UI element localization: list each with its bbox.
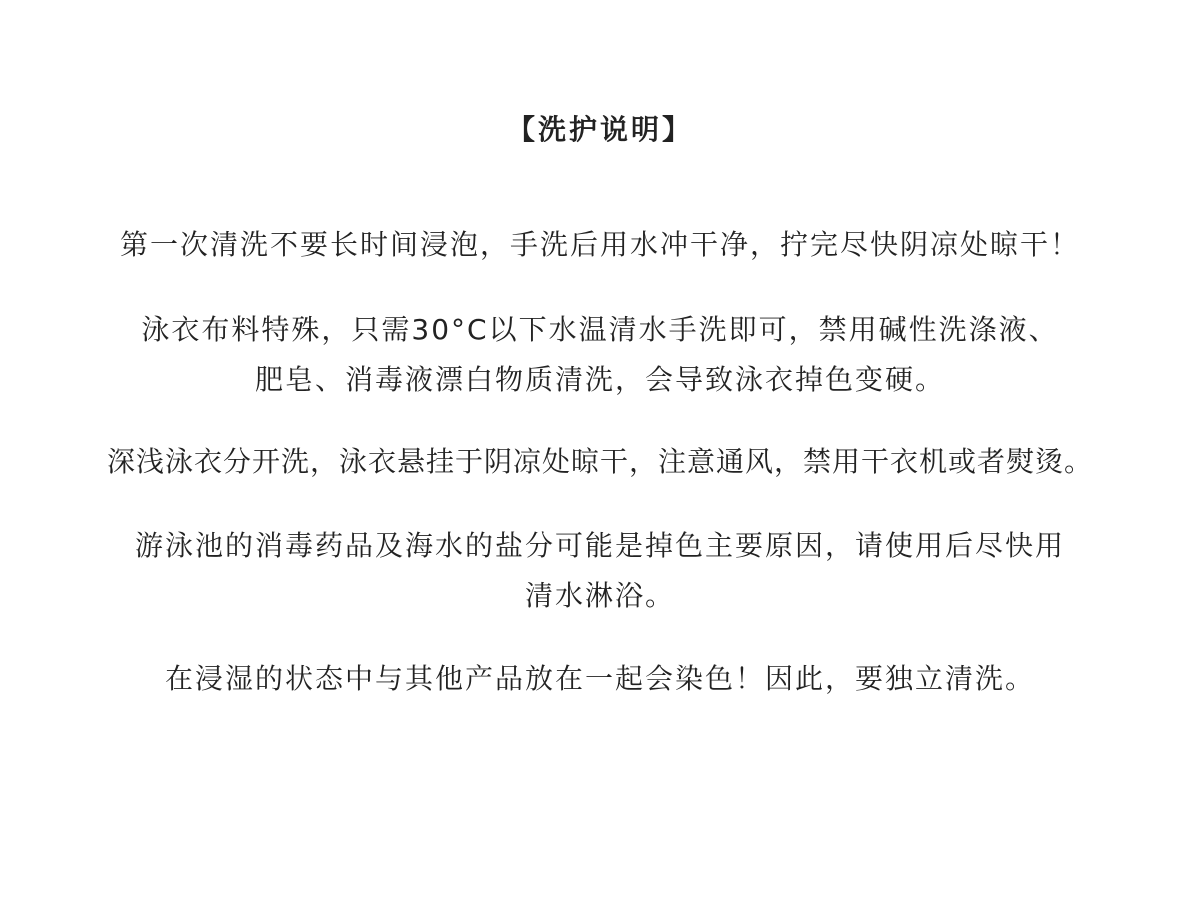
paragraph-5-line-1: 在浸湿的状态中与其他产品放在一起会染色！因此，要独立清洗。 — [164, 662, 1035, 695]
paragraph-1-line-1: 第一次清洗不要长时间浸泡，手洗后用水冲干净，拧完尽快阴凉处晾干！ — [119, 228, 1080, 261]
paragraph-2-line-1: 泳衣布料特殊，只需30°C以下水温清水手洗即可，禁用碱性洗涤液、 — [141, 313, 1059, 346]
paragraph-4-line-1: 游泳池的消毒药品及海水的盐分可能是掉色主要原因，请使用后尽快用 — [134, 529, 1065, 562]
page-title: 【洗护说明】 — [506, 113, 693, 146]
paragraph-2-line-2: 肥皂、消毒液漂白物质清洗，会导致泳衣掉色变硬。 — [254, 363, 945, 396]
paragraph-4-line-2: 清水淋浴。 — [524, 579, 675, 612]
paragraph-3-line-1: 深浅泳衣分开洗，泳衣悬挂于阴凉处晾干，注意通风，禁用干衣机或者熨烫。 — [106, 445, 1093, 478]
